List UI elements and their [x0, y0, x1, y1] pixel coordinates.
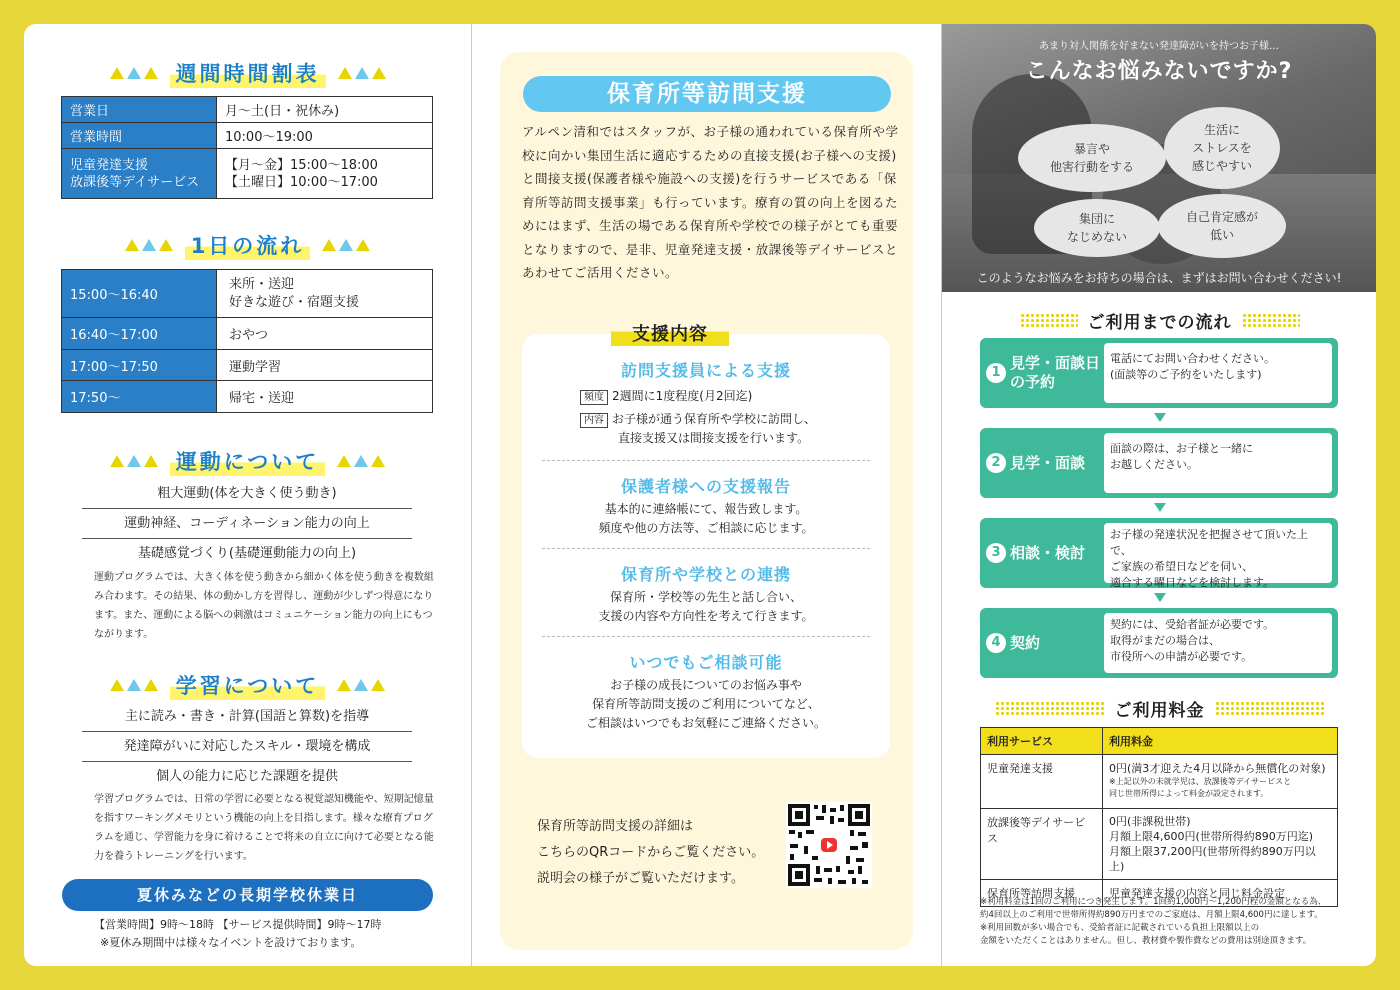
- step-number: 1: [986, 363, 1006, 383]
- step-number: 3: [986, 543, 1006, 563]
- fee-heading: [982, 696, 1337, 721]
- body-line: 基本的に連絡帳にて、報告致します。: [604, 502, 808, 516]
- step-text: 契約には、受給者証が必要です。 取得がまだの場合は、 市役所への申請が必要です。: [1104, 613, 1332, 673]
- hero-subtitle: あまり対人関係を好まない発達障がいを持つお子様…: [1039, 41, 1279, 52]
- support-item-title: 保護者様への支援報告: [620, 477, 791, 496]
- list-item: 主に読み・書き・計算(国語と算数)を指導: [82, 702, 412, 732]
- freq-text: 2週間に1度程度(月2回迄): [612, 389, 753, 403]
- body-line: お子様の成長についてのお悩み事や: [610, 678, 802, 692]
- price-text: 0円(満3才迎えた4月以降から無償化の対象): [1109, 762, 1326, 775]
- body-line: 頻度や他の方法等、ご相談に応じます。: [598, 521, 814, 535]
- table-key: 17:00～17:50: [62, 350, 217, 381]
- table-row: [62, 97, 433, 123]
- table-row: [62, 123, 433, 149]
- table-key: 児童発達支援 放課後等デイサービス: [62, 149, 217, 199]
- fee-note: ※利用料金は1回のご利用につき発生します。1回約1,000円～1,200円程の金額となる為、 約4回以上のご利用で世帯所得約890万円までのご家庭は、月額上限4,600円に達します。 ※利用回数が多い場合でも、受給者証に記載されている負担上限額以上の 金額をいただくことはありません。但し、教材費や製作費などの費用は別途頂きます。: [980, 897, 1327, 946]
- flow-step: [980, 428, 1338, 498]
- step-text: 電話にてお問い合わせください。 (面談等のご予約をいたします): [1104, 343, 1332, 403]
- support-item-body: [522, 500, 890, 538]
- holiday-title: 夏休みなどの長期学校休業日: [62, 879, 433, 911]
- service-cell: 保育所等訪問支援: [981, 880, 1103, 907]
- flow-step: [980, 608, 1338, 678]
- left-panel: [24, 24, 471, 966]
- usage-flow-title: ご利用までの流れ: [1087, 313, 1232, 333]
- qr-line: こちらのQRコードからご覧ください。: [537, 845, 765, 860]
- schedule-heading: [24, 58, 471, 88]
- qr-description: [537, 814, 764, 892]
- body-line: 保育所・学校等の先生と話し合い、: [609, 590, 802, 604]
- fee-table: [980, 727, 1338, 907]
- arrow-down-icon: [1154, 593, 1166, 602]
- support-item-title: いつでもご相談可能: [629, 653, 783, 672]
- table-key: 17:50～: [62, 381, 217, 413]
- price-cell: 0円(非課税世帯) 月額上限4,600円(世帯所得約890万円迄) 月額上限37,200円(世帯所得約890万円以上): [1103, 809, 1338, 880]
- step-label: 見学・面談日 の予約: [1010, 354, 1101, 391]
- daily-flow-table: [61, 269, 433, 413]
- table-key: 16:40～17:00: [62, 318, 217, 350]
- holiday-note: ※夏休み期間中は様々なイベントを設けております。: [100, 936, 362, 949]
- fee-title: ご利用料金: [1114, 701, 1205, 721]
- step-text: 面談の際は、お子様と一緒に お越しください。: [1104, 433, 1332, 493]
- list-item: 運動神経、コーディネーション能力の向上: [82, 509, 412, 539]
- divider: [542, 548, 870, 549]
- table-row: [62, 350, 433, 381]
- step-label: 見学・面談: [1010, 453, 1086, 472]
- content-text-2: 直接支援又は間接支援を行います。: [618, 431, 810, 445]
- step-text: お子様の発達状況を把握させて頂いた上で、 ご家族の希望日などを伺い、 適合する曜日などを検討します。: [1104, 523, 1332, 583]
- worry-bubble: 暴言や 他害行動をする: [1018, 124, 1166, 192]
- freq-tag: 頻度: [580, 390, 608, 405]
- service-cell: 放課後等デイサービス: [981, 809, 1103, 880]
- support-item-body: [522, 676, 890, 733]
- right-panel: [942, 24, 1376, 966]
- content-tag: 内容: [580, 413, 608, 428]
- column-header: 利用料金: [1103, 728, 1338, 755]
- exercise-title: 運動について: [170, 446, 326, 476]
- price-cell: 児童発達支援の内容と同じ料金設定: [1103, 880, 1338, 907]
- exercise-heading: [24, 446, 471, 476]
- worry-bubble: 自己肯定感が 低い: [1158, 194, 1286, 258]
- body-line: 保育所等訪問支援のご利用についてなど、: [592, 697, 820, 711]
- list-item: 発達障がいに対応したスキル・環境を構成: [82, 732, 412, 762]
- price-note: ※上記以外の未就学児は、放課後等デイサービスと 同じ世帯所得によって料金が設定されます。: [1109, 777, 1292, 798]
- table-key: 営業日: [62, 97, 217, 123]
- table-value: 運動学習: [217, 350, 433, 381]
- holiday-hours: 【営業時間】9時～18時 【サービス提供時間】9時～17時: [94, 918, 382, 931]
- middle-intro: アルペン清和ではスタッフが、お子様の通われている保育所や学校に向かい集団生活に適応するための直接支援(お子様への支援)と間接支援(保護者様や施設への支援)を行うサービスである「保育所等訪問支援事業」も行っています。療育の質の向上を図るためにはまず、生活の場である保育所や学校での様子がとても重要となりますので、是非、児童発達支援・放課後等デイサービスとあわせてご活用ください。: [522, 124, 899, 280]
- hero-footer: このようなお悩みをお持ちの場合は、まずはお問い合わせください!: [976, 271, 1342, 285]
- step-label: 契約: [1010, 633, 1041, 652]
- table-header-row: [981, 728, 1338, 755]
- study-heading: [24, 670, 471, 700]
- flow-step: [980, 338, 1338, 408]
- body-line: ご相談はいつでもお気軽にご連絡ください。: [585, 716, 826, 730]
- step-number: 4: [986, 633, 1006, 653]
- service-cell: 児童発達支援: [981, 755, 1103, 809]
- content-text: お子様が通う保育所や学校に訪問し、: [612, 412, 817, 426]
- table-value: おやつ: [217, 318, 433, 350]
- dots-decoration: [1215, 701, 1325, 717]
- exercise-points: [82, 479, 412, 569]
- table-row: [981, 755, 1338, 809]
- price-cell: [1103, 755, 1338, 809]
- qr-line: 説明会の様子がご覧いただけます。: [537, 871, 744, 886]
- study-description: 学習プログラムでは、日常の学習に必要となる視覚認知機能や、短期記憶量を指すワーキングメモリという機能の向上を目指します。様々な療育プログラムを通じ、学習能力を身に着けることで将来の自立に向けて必要となる能力を養うトレーニングを行います。: [94, 794, 434, 862]
- middle-title: 保育所等訪問支援: [523, 76, 891, 112]
- support-item-title: 保育所や学校との連携: [620, 565, 791, 584]
- worry-bubble: 集団に なじめない: [1034, 199, 1160, 257]
- usage-flow-heading: [982, 308, 1337, 333]
- list-item: 個人の能力に応じた課題を提供: [155, 769, 338, 784]
- schedule-title: 週間時間割表: [170, 58, 326, 88]
- table-row: [62, 270, 433, 318]
- table-value: 帰宅・送迎: [217, 381, 433, 413]
- schedule-table: [61, 96, 433, 199]
- column-header: 利用サービス: [981, 728, 1103, 755]
- flow-heading: [24, 230, 471, 260]
- support-content-title: 支援内容: [611, 320, 729, 346]
- table-row: [62, 149, 433, 199]
- support-item-detail: [580, 387, 816, 448]
- arrow-down-icon: [1154, 503, 1166, 512]
- qr-code-icon[interactable]: [786, 802, 872, 888]
- table-row: [62, 318, 433, 350]
- dots-decoration: [995, 701, 1105, 717]
- worry-bubble: 生活に ストレスを 感じやすい: [1164, 107, 1280, 189]
- list-item: 粗大運動(体を大きく使う動き): [82, 479, 412, 509]
- table-row: [62, 381, 433, 413]
- flow-title: 1日の流れ: [185, 230, 311, 260]
- hero-photo: [942, 24, 1376, 292]
- table-value: 10:00～19:00: [217, 123, 433, 149]
- study-title: 学習について: [170, 670, 326, 700]
- flow-step: [980, 518, 1338, 588]
- table-key: 15:00～16:40: [62, 270, 217, 318]
- support-item-body: [522, 588, 890, 626]
- study-points: [82, 702, 412, 792]
- qr-line: 保育所等訪問支援の詳細は: [537, 819, 694, 834]
- table-value: 【月～金】15:00～18:00 【土曜日】10:00～17:00: [217, 149, 433, 199]
- table-row: [981, 809, 1338, 880]
- list-item: 基礎感覚づくり(基礎運動能力の向上): [137, 546, 357, 561]
- divider: [542, 636, 870, 637]
- table-value: 来所・送迎 好きな遊び・宿題支援: [217, 270, 433, 318]
- table-key: 営業時間: [62, 123, 217, 149]
- step-label: 相談・検討: [1010, 543, 1086, 562]
- dots-decoration: [1020, 313, 1078, 329]
- support-item-title: 訪問支援員による支援: [620, 361, 791, 380]
- table-value: 月～土(日・祝休み): [217, 97, 433, 123]
- support-card: [522, 334, 890, 758]
- step-number: 2: [986, 453, 1006, 473]
- body-line: 支援の内容や方向性を考えて行きます。: [598, 609, 814, 623]
- hero-title: こんなお悩みないですか?: [1025, 59, 1293, 84]
- exercise-description: 運動プログラムでは、大きく体を使う動きから細かく体を使う動きを複数組み合わます。その結果、体の動かし方を習得し、運動が少しずつ得意になります。また、運動による脳への刺激はコミュニケーション能力の向上にもつながります。: [94, 572, 434, 640]
- divider: [542, 460, 870, 461]
- middle-panel: [472, 24, 941, 966]
- arrow-down-icon: [1154, 413, 1166, 422]
- dots-decoration: [1242, 313, 1300, 329]
